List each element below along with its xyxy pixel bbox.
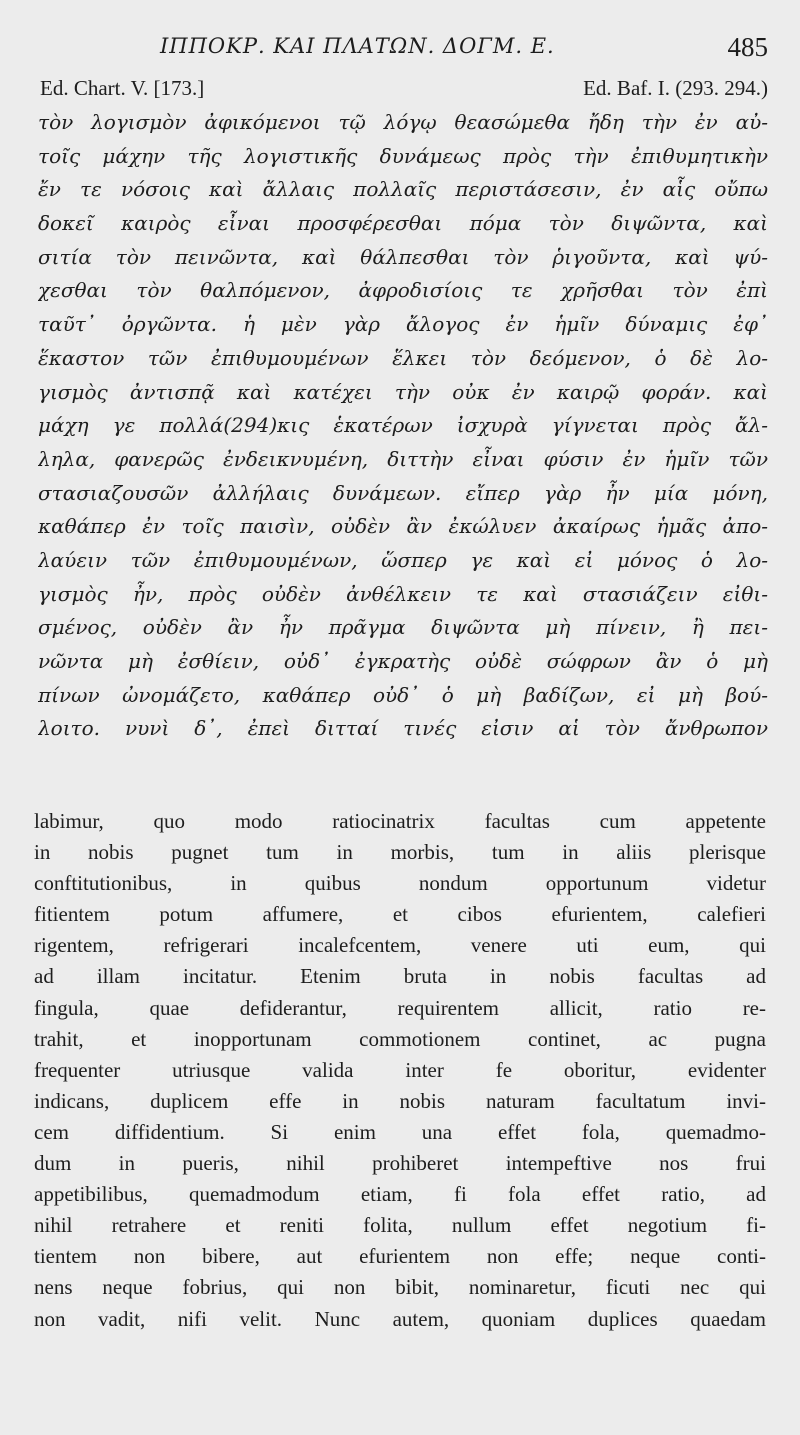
greek-text-line: καθάπερ ἐν τοῖς παισὶν, οὐδὲν ἂν ἐκώλυεν ἀκαίρως ἡμᾶς ἀπο- (38, 514, 768, 539)
latin-text-line: appetibilibus, quemadmodum etiam, fi fola effet ratio, ad (34, 1182, 766, 1207)
greek-text-line: λαύειν τῶν ἐπιθυμουμένων, ὥσπερ γε καὶ εἰ μόνος ὁ λο- (38, 547, 768, 572)
latin-text-line: labimur, quo modo ratiocinatrix facultas cum appetente (34, 809, 766, 833)
latin-text-line: nens neque fobrius, qui non bibit, nominaretur, ficuti nec qui (34, 1275, 766, 1300)
page-number: 485 (727, 32, 768, 62)
running-head (0, 34, 800, 68)
greek-text-line: στασιαζουσῶν ἀλλήλαις δυνάμεων. εἴπερ γὰρ ἦν μία μόνη, (38, 480, 768, 505)
latin-text-line: dum in pueris, nihil prohiberet intempeftive nos frui (34, 1151, 766, 1176)
greek-text-line: ἔν τε νόσοις καὶ ἄλλαις πολλαῖς περιστάσεσιν, ἐν αἷς οὔπω (38, 177, 768, 202)
greek-text-line: τοῖς μάχην τῆς λογιστικῆς δυνάμεως πρὸς τὴν ἐπιθυμητικὴν (38, 143, 768, 168)
greek-text-line: γισμὸς ἀντισπᾷ καὶ κατέχει τὴν οὐκ ἐν καιρῷ φοράν. καὶ (38, 379, 768, 404)
greek-text-line: μάχη γε πολλά(294)κις ἑκατέρων ἰσχυρὰ γίγνεται πρὸς ἄλ- (38, 413, 768, 438)
greek-text-line: νῶντα μὴ ἐσθίειν, οὐδ᾽ ἐγκρατὴς οὐδὲ σώφρων ἂν ὁ μὴ (38, 649, 768, 673)
greek-text-line: πίνων ὠνομάζετο, καθάπερ οὐδ᾽ ὁ μὴ βαδίζων, εἰ μὴ βού- (38, 682, 768, 707)
greek-text-line: γισμὸς ἦν, πρὸς οὐδὲν ἀνθέλκειν τε καὶ στασιάζειν εἰθι- (38, 581, 768, 606)
latin-text-line: fingula, quae defiderantur, requirentem allicit, ratio re- (34, 995, 766, 1020)
latin-text-line: fitientem potum affumere, et cibos efurientem, calefieri (34, 902, 766, 927)
greek-text-line: ἕκαστον τῶν ἐπιθυμουμένων ἕλκει τὸν δεόμενον, ὁ δὲ λο- (38, 345, 768, 370)
greek-text-line: ταῦτ᾽ ὀργῶντα. ἡ μὲν γὰρ ἄλογος ἐν ἡμῖν δύναμις ἐφ᾽ (38, 312, 768, 337)
latin-text-line: frequenter utriusque valida inter fe oboritur, evidenter (34, 1057, 766, 1082)
edition-basel-reference: Ed. Baf. I. (293. 294.) (583, 76, 768, 100)
greek-text-block (38, 106, 768, 746)
latin-text-line: in nobis pugnet tum in morbis, tum in aliis plerisque (34, 840, 766, 865)
greek-text-line: ληλα, φανερῶς ἐνδεικνυμένη, διττὴν εἶναι φύσιν ἐν ἡμῖν τῶν (38, 446, 768, 471)
latin-text-line: indicans, duplicem effe in nobis naturam facultatum invi- (34, 1088, 766, 1113)
greek-text-line: λοιτο. νυνὶ δ᾽, ἐπεὶ διτταί τινές εἰσιν αἱ τὸν ἄνθρωπον (38, 716, 768, 741)
latin-text-line: ad illam incitatur. Etenim bruta in nobis facultas ad (34, 964, 766, 989)
greek-text-line: σιτία τὸν πεινῶντα, καὶ θάλπεσθαι τὸν ῥιγοῦντα, καὶ ψύ- (38, 244, 768, 269)
latin-text-line: non vadit, nifi velit. Nunc autem, quoniam duplices quaedam (34, 1306, 766, 1331)
running-title: ΙΠΠΟΚΡ. ΚΑΙ ΠΛΑΤΩΝ. ΔΟΓΜ. Ε. (160, 34, 555, 58)
latin-text-line: rigentem, refrigerari incalefcentem, venere uti eum, qui (34, 933, 766, 958)
greek-text-line: σμένος, οὐδὲν ἂν ἦν πρᾶγμα διψῶντα μὴ πίνειν, ἢ πει- (38, 615, 768, 640)
greek-text-line: χεσθαι τὸν θαλπόμενον, ἀφροδισίοις τε χρῆσθαι τὸν ἐπὶ (38, 278, 768, 303)
latin-translation-block (34, 806, 766, 1335)
latin-text-line: conftitutionibus, in quibus nondum opportunum videtur (34, 871, 766, 896)
latin-text-line: tientem non bibere, aut efurientem non effe; neque conti- (34, 1244, 766, 1269)
greek-text-line: δοκεῖ καιρὸς εἶναι προσφέρεσθαι πόμα τὸν διψῶντα, καὶ (38, 211, 768, 236)
latin-text-line: nihil retrahere et reniti folita, nullum effet negotium fi- (34, 1213, 766, 1238)
greek-text-line: τὸν λογισμὸν ἀφικόμενοι τῷ λόγῳ θεασώμεθα ἤδη τὴν ἐν αὐ- (38, 110, 768, 134)
edition-chartier-reference: Ed. Chart. V. [173.] (40, 76, 205, 100)
latin-text-line: trahit, et inopportunam commotionem continet, ac pugna (34, 1026, 766, 1051)
edition-reference-line (40, 76, 768, 102)
latin-text-line: cem diffidentium. Si enim una effet fola, quemadmo- (34, 1119, 766, 1144)
